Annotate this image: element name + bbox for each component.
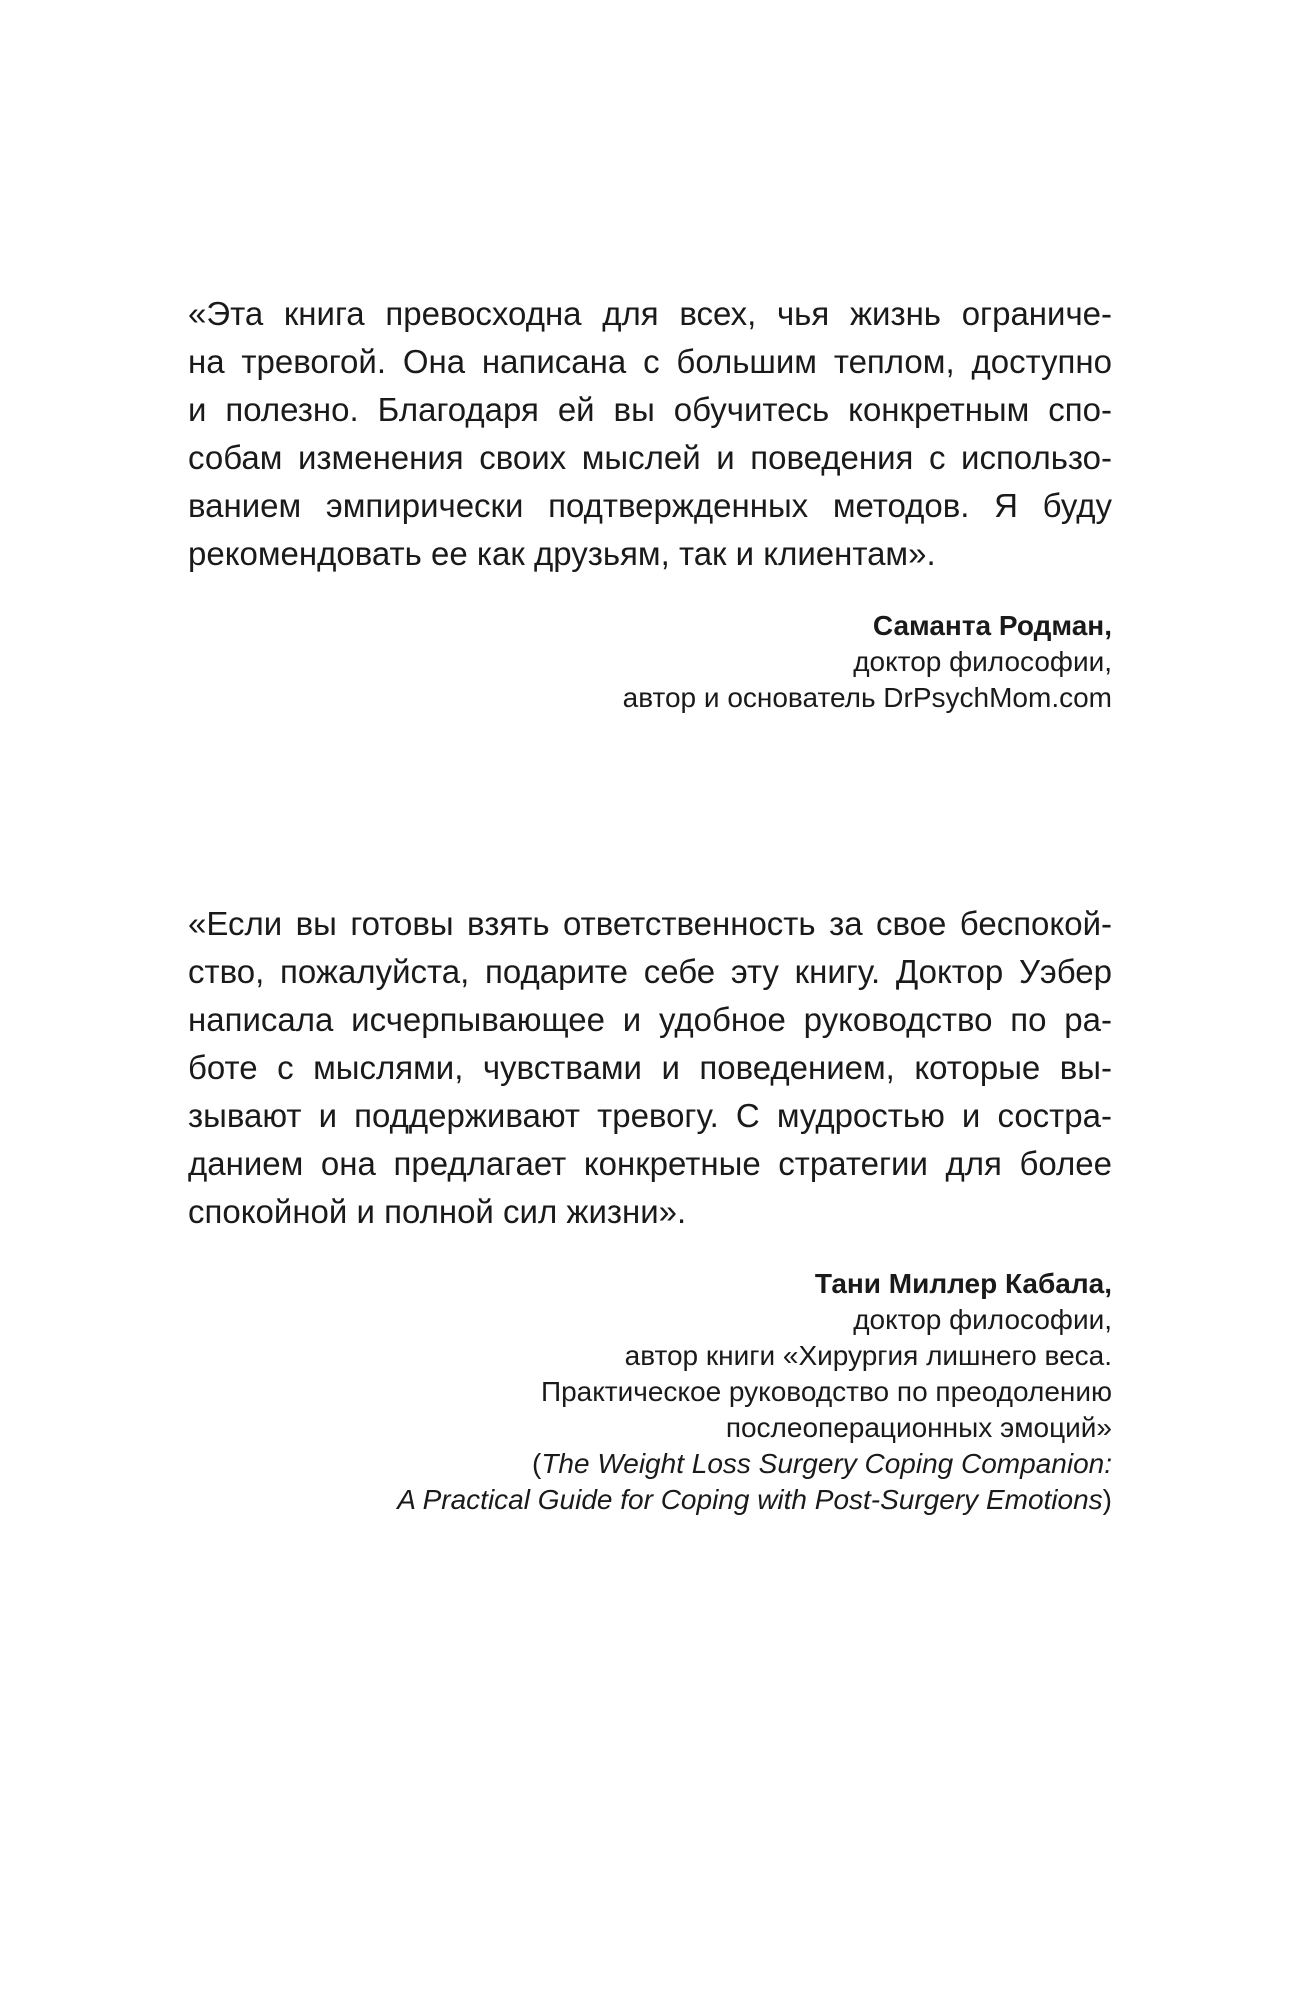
author-credential: Практическое руководство по преодолению <box>540 1376 1112 1407</box>
author-credential: доктор философии, <box>853 1304 1112 1335</box>
close-paren: ) <box>1102 1484 1112 1515</box>
author-credential: автор и основатель DrPsychMom.com <box>622 682 1112 713</box>
quote-line: спокойной и полной сил жизни». <box>188 1193 687 1230</box>
quote-line: «Эта книга превосходна для всех, чья жизнь ограниче- <box>188 295 1112 332</box>
testimonial-attribution <box>188 608 1112 716</box>
quote-line: данием она предлагает конкретные стратегии для более <box>188 1145 1112 1182</box>
author-credential: послеоперационных эмоций» <box>725 1412 1112 1443</box>
quote-line: боте с мыслями, чувствами и поведением, которые вы- <box>188 1049 1112 1086</box>
quote-line: «Если вы готовы взять ответственность за свое беспокой- <box>188 905 1112 942</box>
quote-line: ство, пожалуйста, подарите себе эту книгу. Доктор Уэбер <box>188 953 1112 990</box>
author-name: Саманта Родман, <box>872 610 1112 641</box>
original-title-part: The Weight Loss Surgery Coping Companion: <box>541 1448 1112 1479</box>
author-credential: доктор философии, <box>853 646 1112 677</box>
testimonial-quote <box>188 290 1112 578</box>
quote-line: на тревогой. Она написана с большим теплом, доступно <box>188 343 1112 380</box>
quote-line: ванием эмпирически подтвержденных методов. Я буду <box>188 487 1112 524</box>
quote-line: рекомендовать ее как друзьям, так и клиентам». <box>188 535 936 572</box>
quote-line: написала исчерпывающее и удобное руководство по ра- <box>188 1001 1112 1038</box>
author-name: Тани Миллер Кабала, <box>814 1268 1112 1299</box>
quote-line: зывают и поддерживают тревогу. С мудростью и состра- <box>188 1097 1112 1134</box>
original-title-part: A Practical Guide for Coping with Post-Surgery Emotions <box>397 1484 1103 1515</box>
original-title-line <box>188 1446 1112 1482</box>
quote-line: собам изменения своих мыслей и поведения с использо- <box>188 439 1112 476</box>
original-title-line <box>188 1482 1112 1518</box>
testimonial-kabala <box>188 900 1112 1518</box>
open-paren: ( <box>531 1448 542 1479</box>
testimonial-quote <box>188 900 1112 1236</box>
author-credential: автор книги «Хирургия лишнего веса. <box>624 1340 1112 1371</box>
testimonial-attribution <box>188 1266 1112 1518</box>
quote-line: и полезно. Благодаря ей вы обучитесь конкретным спо- <box>188 391 1112 428</box>
testimonial-rodman <box>188 290 1112 716</box>
